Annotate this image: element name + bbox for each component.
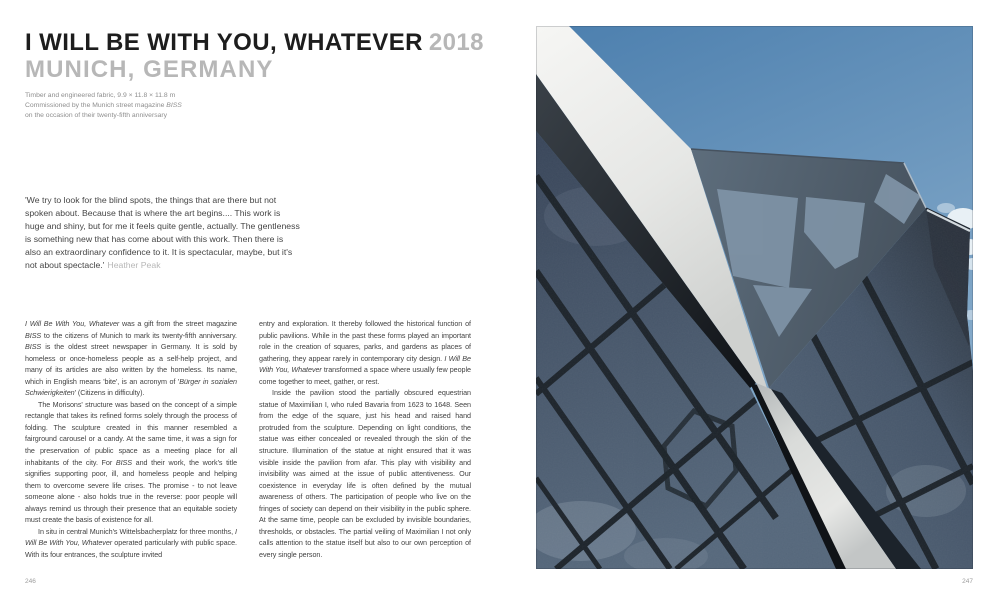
pull-quote xyxy=(25,194,300,271)
page-number-right: 247 xyxy=(962,578,973,585)
body-columns xyxy=(25,318,476,560)
pavilion-photo-graphic xyxy=(536,26,973,569)
page-number-left: 246 xyxy=(25,578,36,585)
artwork-title: I WILL BE WITH YOU, WHATEVER xyxy=(25,29,423,56)
artwork-year: 2018 xyxy=(428,29,484,56)
artwork-location: MUNICH, GERMANY xyxy=(25,56,274,83)
artwork-caption: Timber and engineered fabric, 9.9 × 11.8 × 11.8 m Commissioned by the Munich street magazine BISS on the occasion of their twenty-fifth anniversary xyxy=(25,92,182,119)
body-column-2: entry and exploration. It thereby followed the historical function of public pavilions. While in the past these forms played an important role in the creation of squares, parks, and gardens as places of gathering, they appear rarely in contemporary city design. I Will Be With You, Whatever transformed a space where usually few people come together to meet, gather, or rest. Inside the pavilion stood the partially obscured equestrian statue of Maximilian I, who ruled Bavaria from 1623 to 1648. Seen from the edge of the square, just his head and raised hand protruded from the sculpture. Depending on light conditions, the statue was either concealed or revealed through the skin of the structure. Illumination of the statue at night ensured that it was visible inside the pavilion from afar. This play with visibility and invisibility was aimed at the issue of public attentiveness. Our coexistence in everyday life is often defined by the mutual awareness of others. The participation of people who live on the fringes of society can depend on their visibility in the public sphere. At the same time, people can be excluded by invisible boundaries, thresholds, or obstacles. The partial veiling of Maximilian I not only calls attention to the statue itself but also to our own perception of every single person. xyxy=(259,319,471,559)
page-title xyxy=(25,31,484,55)
artwork-photo xyxy=(536,26,973,569)
body-column-1: I Will Be With You, Whatever was a gift from the street magazine BISS to the citizens of Munich to mark its twenty-fifth anniversary. BISS is the oldest street newspaper in Germany. It is sold by homeless or once-homeless people as a self-help project, and many of its articles are also written by the homeless. Its name, which in English means 'bite', is an acronym of 'Bürger in sozialen Schwierigkeiten' (Citizens in difficulty). The Morisons' structure was based on the concept of a simple rectangle that takes its refined forms solely through the process of folding. The sculpture created in this manner resembled a fairground carousel or a candy. At the same time, it was a sign for the preservation of public space as a meeting place for all inhabitants of the city. For BISS and their work, the work's title signifies supporting poor, ill, and homeless people and helping them to overcome severe life crises. The promise - to not leave someone alone - also holds true in the reverse: poor people will always remind us through their presence that an equitable society must create the basis of existence for all. In situ in central Munich's Wittelsbacherplatz for three months, I Will Be With You, Whatever operated particularly with public space. With its four entrances, the sculpture invited xyxy=(25,319,238,559)
quote-text: 'We try to look for the blind spots, the things that are there but not spoken about. Because that is where the art begins.... This work is huge and shiny, but for me it feels quite gentle, actually. The gentleness is something new that has come about with this work. Then there is also an extraordinary confidence to it. It is spectacular, maybe, but it's not about spectacle.' xyxy=(25,195,300,270)
quote-attribution: Heather Peak xyxy=(107,259,161,270)
